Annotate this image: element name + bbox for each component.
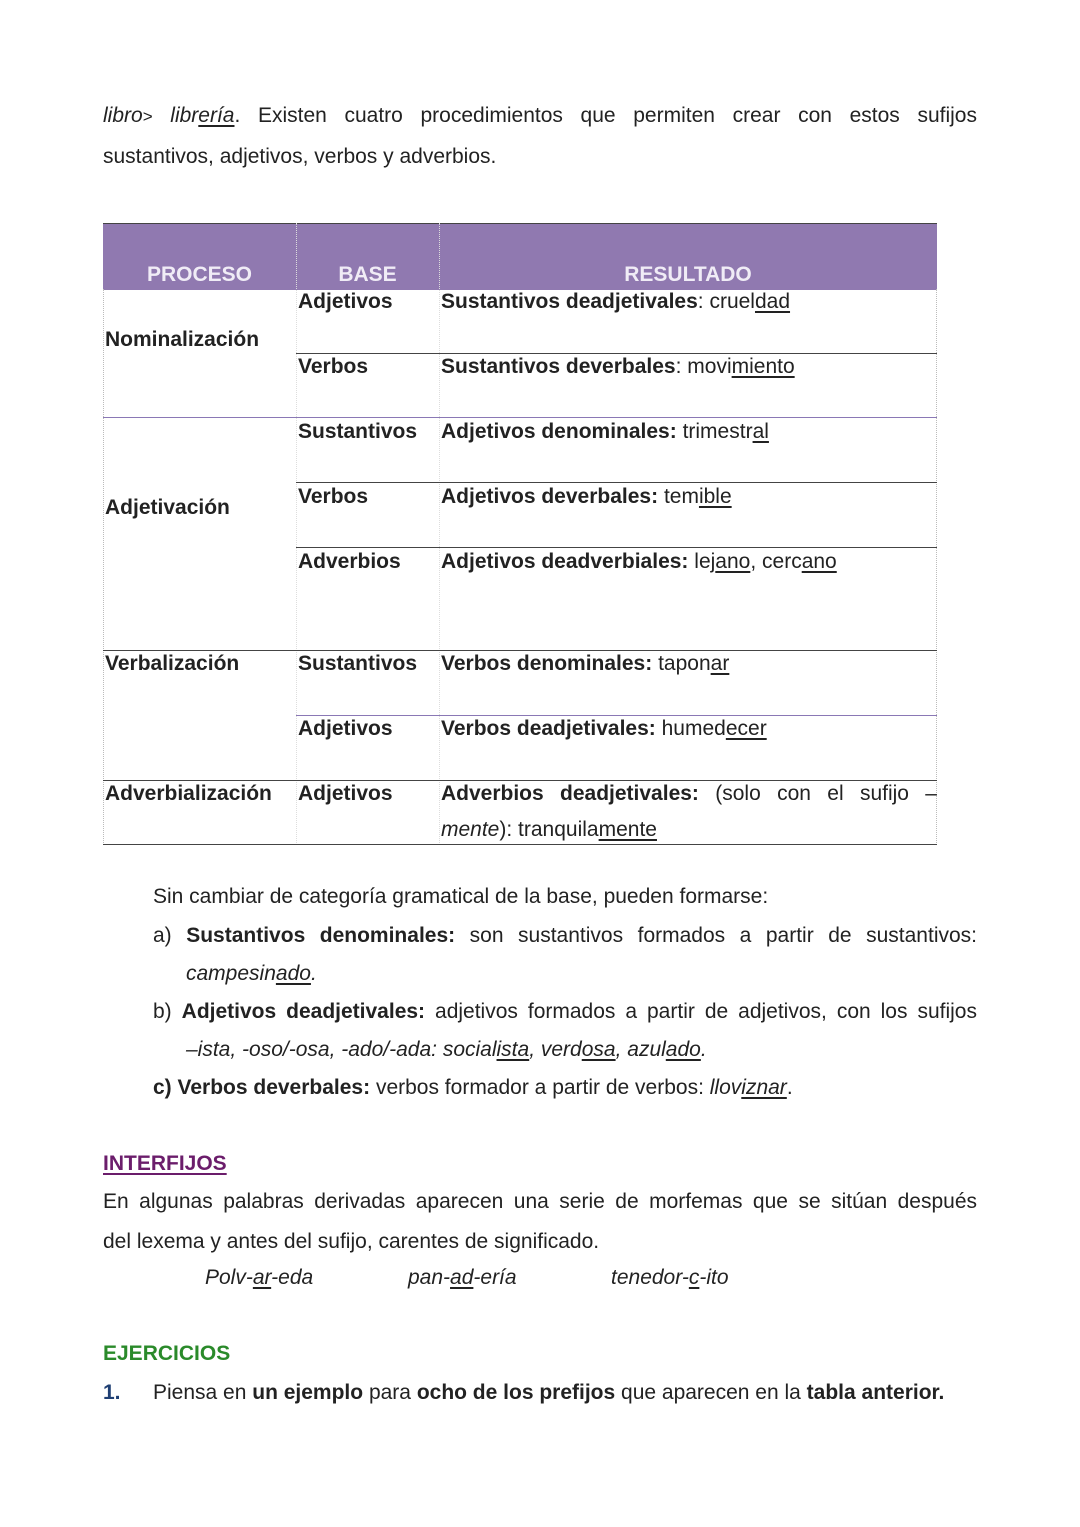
result-cell: Adjetivos deverbales: temible — [441, 485, 732, 508]
intro-line-2: sustantivos, adjetivos, verbos y adverbios. — [103, 145, 497, 168]
intro-paragraph — [103, 96, 977, 177]
intro-word-libro: libro — [103, 104, 143, 127]
interfijos-text: En algunas palabras derivadas aparecen una serie de morfemas que se sitúan después del lexema y antes del sufijo, carentes de significado. — [103, 1190, 977, 1253]
result-cell: Sustantivos deadjetivales: crueldad — [441, 290, 791, 313]
interfijo-example: Polv-ar-eda — [205, 1266, 314, 1289]
intro-word-libreria: librería — [170, 104, 235, 127]
list-item-c: c) Verbos deverbales: verbos formador a partir de verbos: lloviznar. — [153, 1076, 793, 1099]
intro-arrow: > — [142, 107, 153, 126]
result-cell: Adjetivos denominales: trimestral — [441, 420, 769, 443]
exercise-number: 1. — [103, 1381, 121, 1404]
table-divider-1 — [296, 223, 297, 845]
table-border-left — [103, 289, 104, 845]
base-cell: Adjetivos — [298, 717, 393, 740]
base-cell: Sustantivos — [298, 420, 418, 443]
header-resultado: RESULTADO — [624, 263, 752, 286]
process-verbalizacion: Verbalización — [105, 652, 240, 675]
base-cell: Verbos — [298, 355, 369, 378]
table-border-right — [936, 289, 937, 845]
list-item-b: b) Adjetivos deadjetivales: adjetivos formados a partir de adjetivos, con los sufijos –ista, -oso/-osa, -ado/-ada: socialista, verdosa, azulado. — [153, 1000, 977, 1061]
base-cell: Verbos — [298, 485, 369, 508]
intro-line-1 — [103, 96, 977, 137]
table-divider-2 — [439, 223, 440, 845]
interfijos-title: INTERFIJOS — [103, 1152, 227, 1175]
result-cell: Verbos denominales: taponar — [441, 652, 730, 675]
intro-text: . Existen cuatro procedimientos que permiten crear con estos sufijos — [234, 104, 977, 127]
base-cell: Adverbios — [298, 550, 401, 573]
base-cell: Sustantivos — [298, 652, 418, 675]
process-nominalizacion: Nominalización — [105, 328, 260, 351]
row-line — [296, 547, 937, 548]
header-base: BASE — [338, 263, 397, 286]
exercise-1-text: Piensa en un ejemplo para ocho de los prefijos que aparecen en la tabla anterior. — [153, 1381, 945, 1404]
same-category-intro: Sin cambiar de categoría gramatical de la base, pueden formarse: — [153, 885, 769, 908]
interfijo-example: pan-ad-ería — [408, 1266, 517, 1289]
header-proceso: PROCESO — [146, 263, 253, 286]
result-cell: Adverbios deadjetivales: (solo con el sufijo – mente): tranquilamente — [441, 782, 937, 841]
process-adjetivacion: Adjetivación — [105, 496, 230, 519]
interfijo-example: tenedor-c-ito — [611, 1266, 729, 1289]
ejercicios-title: EJERCICIOS — [103, 1342, 231, 1365]
result-cell: Sustantivos deverbales: movimiento — [441, 355, 795, 378]
row-line — [296, 482, 937, 483]
table-header — [103, 223, 937, 290]
base-cell: Adjetivos — [298, 290, 393, 313]
result-cell: Verbos deadjetivales: humedecer — [441, 717, 767, 740]
group-line — [103, 417, 937, 418]
result-cell: Adjetivos deadverbiales: lejano, cercano — [441, 550, 837, 573]
base-cell: Adjetivos — [298, 782, 393, 805]
list-item-a: a) Sustantivos denominales: son sustantivos formados a partir de sustantivos: campesinado. — [153, 924, 977, 985]
process-adverbializacion: Adverbialización — [105, 782, 272, 805]
